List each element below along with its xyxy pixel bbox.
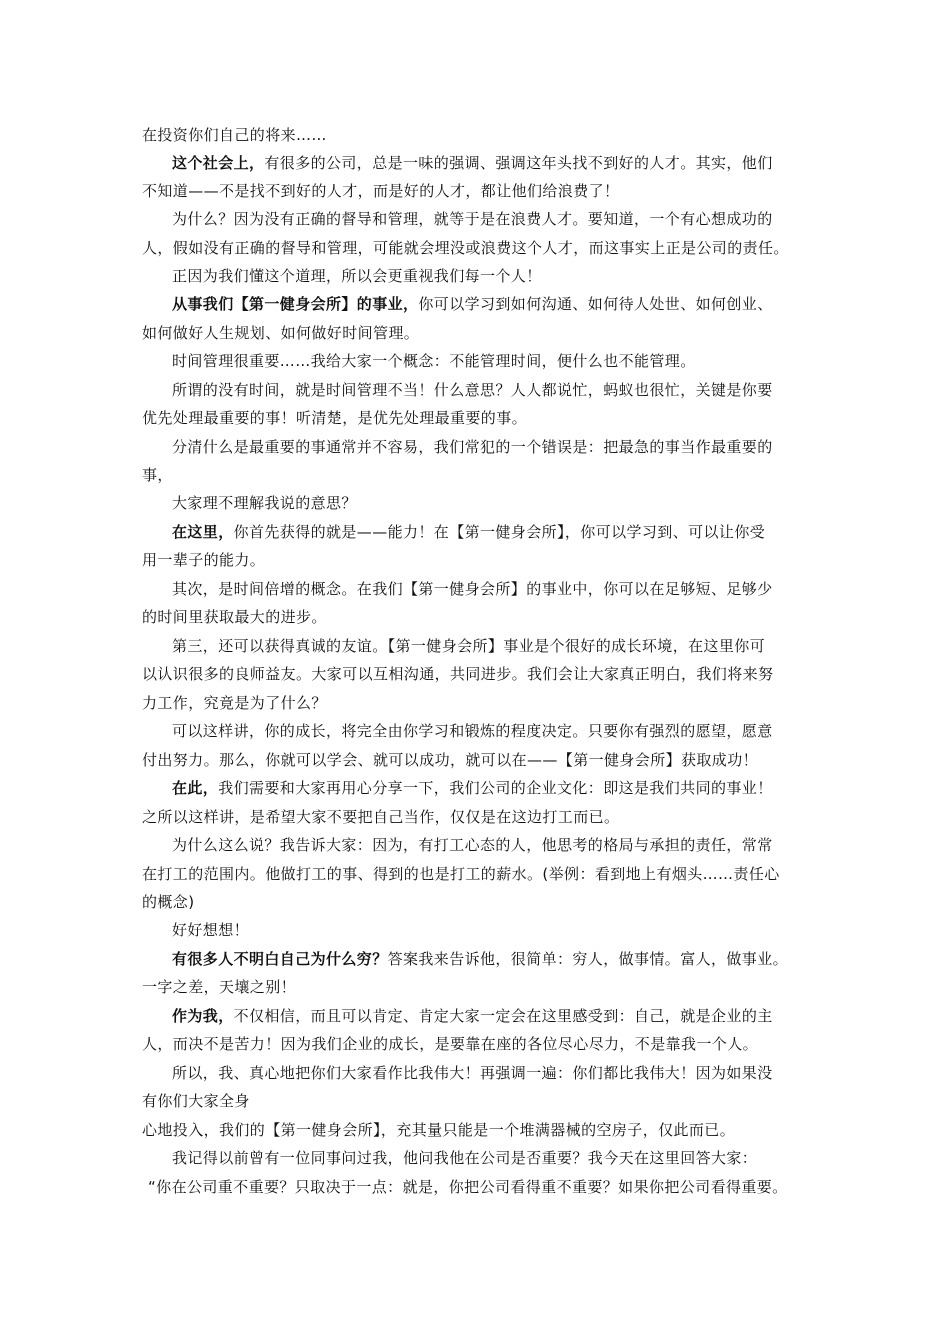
line-text: 有很多的公司，总是一味的强调、强调这年头找不到好的人才。其实，他们: [264, 154, 773, 172]
text-line: 事，: [142, 466, 173, 484]
text-line: 以认识很多的良师益友。大家可以互相沟通，共同进步。我们会让大家真正明白，我们将来努: [142, 665, 774, 683]
text-line: 的时间里获取最大的进步。: [142, 608, 327, 626]
text-line: 力工作，究竟是为了什么？: [142, 694, 327, 712]
text-line: 心地投入，我们的【第一健身会所】，充其量只能是一个堆满器械的空房子，仅此而已。: [142, 1121, 736, 1139]
text-line: 其次，是时间倍增的概念。在我们【第一健身会所】的事业中，你可以在足够短、足够少: [172, 580, 773, 598]
text-line: 为什么？因为没有正确的督导和管理，就等于是在浪费人才。要知道，一个有心想成功的: [172, 210, 773, 228]
text-line: 第三，还可以获得真诚的友谊。【第一健身会所】事业是个很好的成长环境，在这里你可: [172, 637, 766, 655]
text-line: 的概念): [142, 893, 195, 911]
text-line: “你在公司重不重要？只取决于一点：就是，你把公司看得重不重要？如果你把公司看得重要。: [148, 1178, 788, 1196]
bold-lead: 这个社会上，: [172, 154, 265, 172]
bold-lead: 作为我，: [172, 1007, 234, 1025]
bold-lead: 在这里，: [172, 523, 234, 541]
paragraph-line: [172, 294, 773, 314]
text-line: 一字之差，天壤之别！: [142, 978, 297, 996]
text-line: 付出努力。那么，你就可以学会、就可以成功，就可以在——【第一健身会所】获取成功！: [142, 751, 759, 769]
bold-lead: 有很多人不明白自己为什么穷？: [172, 950, 388, 968]
text-line: 好好想想！: [172, 921, 250, 939]
paragraph-line: [172, 1006, 773, 1026]
paragraph-line: [172, 949, 788, 969]
text-line: 可以这样讲，你的成长，将完全由你学习和锻炼的程度决定。只要你有强烈的愿望，愿意: [172, 722, 773, 740]
text-line: 如何做好人生规划、如何做好时间管理。: [142, 324, 420, 342]
text-line: 所谓的没有时间，就是时间管理不当！什么意思？人人都说忙，蚂蚁也很忙，关键是你要: [172, 381, 773, 399]
text-line: 大家理不理解我说的意思？: [172, 494, 357, 512]
text-line: 我记得以前曾有一位同事问过我，他问我他在公司是否重要？我今天在这里回答大家：: [172, 1149, 758, 1167]
text-line: 分清什么是最重要的事通常并不容易，我们常犯的一个错误是：把最急的事当作最重要的: [172, 438, 773, 456]
paragraph-line: [172, 522, 765, 542]
line-text: 你首先获得的就是——能力！在【第一健身会所】，你可以学习到、可以让你受: [233, 523, 766, 541]
text-line: 在投资你们自己的将来……: [142, 126, 327, 144]
line-text: 我们需要和大家再用心分享一下，我们公司的企业文化：即这是我们共同的事业！: [218, 779, 773, 797]
text-line: 在打工的范围内。他做打工的事、得到的也是打工的薪水。(举例：看到地上有烟头……责任心: [142, 865, 780, 883]
paragraph-line: [172, 778, 773, 798]
paragraph-line: [172, 153, 773, 173]
line-text: 不仅相信，而且可以肯定、肯定大家一定会在这里感受到：自己，就是企业的主: [233, 1007, 773, 1025]
text-line: 人，假如没有正确的督导和管理，可能就会埋没或浪费这个人才，而这事实上正是公司的责任。: [142, 239, 789, 257]
text-line: 不知道——不是找不到好的人才，而是好的人才，都让他们给浪费了！: [142, 182, 620, 200]
text-line: 所以，我、真心地把你们大家看作比我伟大！再强调一遍：你们都比我伟大！因为如果没: [172, 1064, 773, 1082]
text-line: 用一辈子的能力。: [142, 551, 266, 569]
text-line: 时间管理很重要……我给大家一个概念：不能管理时间，便什么也不能管理。: [172, 352, 696, 370]
line-text: 答案我来告诉他，很简单：穷人，做事情。富人，做事业。: [387, 950, 789, 968]
line-text: 你可以学习到如何沟通、如何待人处世、如何创业、: [418, 295, 773, 313]
text-line: 之所以这样讲，是希望大家不要把自己当作，仅仅是在这边打工而已。: [142, 808, 620, 826]
text-line: 有你们大家全身: [142, 1092, 250, 1110]
text-line: 正因为我们懂这个道理，所以会更重视我们每一个人！: [172, 267, 542, 285]
text-line: 人，而决不是苦力！因为我们企业的成长，是要靠在座的各位尽心尽力，不是靠我一个人。: [142, 1035, 759, 1053]
text-line: 为什么这么说？我告诉大家：因为，有打工心态的人，他思考的格局与承担的责任，常常: [172, 836, 773, 854]
text-line: 优先处理最重要的事！听清楚，是优先处理最重要的事。: [142, 409, 528, 427]
bold-lead: 在此，: [172, 779, 219, 797]
bold-lead: 从事我们【第一健身会所】的事业，: [172, 295, 419, 313]
